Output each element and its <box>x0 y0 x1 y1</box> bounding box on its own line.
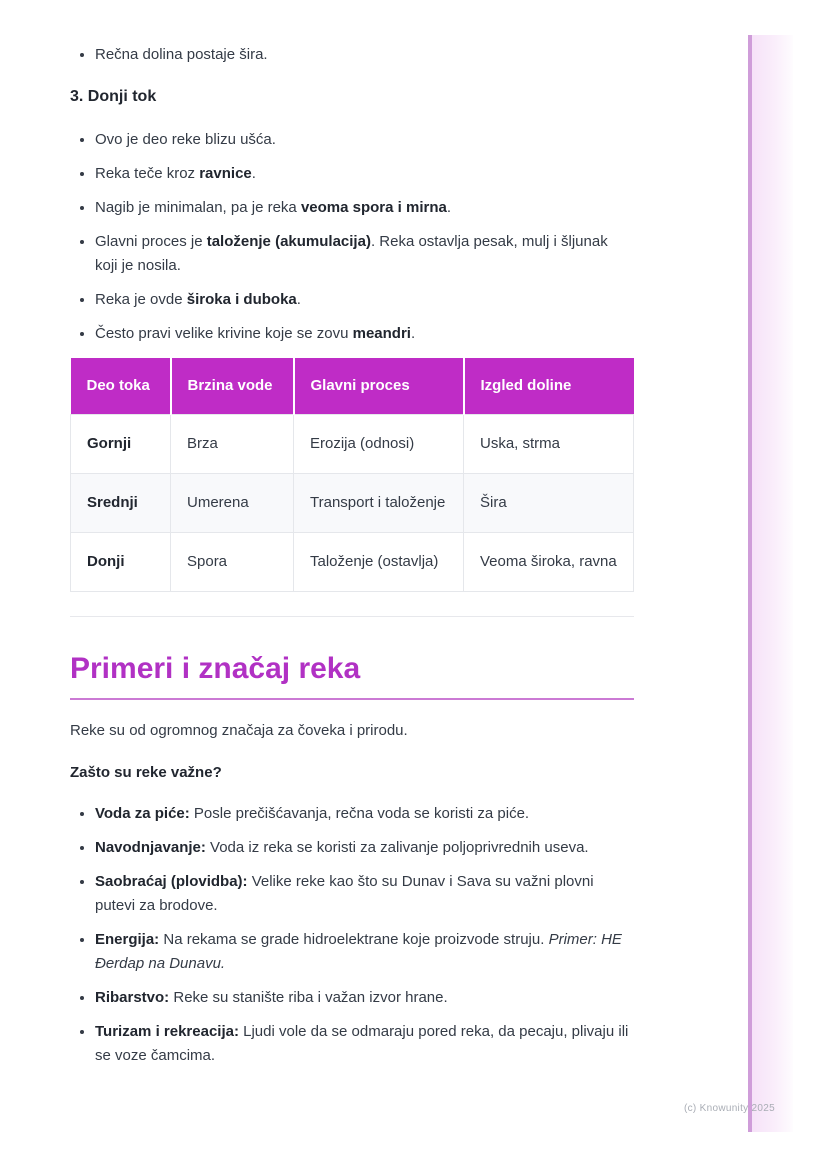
list-item: • Reka teče kroz ravnice. <box>95 162 634 186</box>
table-cell: Uska, strma <box>464 415 634 474</box>
table-cell: Umerena <box>171 474 294 533</box>
table-cell: Taloženje (ostavlja) <box>294 533 464 592</box>
table-header <box>71 358 634 415</box>
intro-paragraph: Reke su od ogromnog značaja za čoveka i prirodu. <box>70 722 408 739</box>
list-item-text: Rečna dolina postaje šira. <box>95 46 268 63</box>
table-cell: Gornji <box>71 415 171 474</box>
section-heading-donji-tok: 3. Donji tok <box>70 88 157 105</box>
table-header-cell: Glavni proces <box>294 358 464 415</box>
document-content <box>70 0 634 1078</box>
list-item: • Navodnjavanje: Voda iz reka se koristi za zalivanje poljoprivrednih useva. <box>95 836 634 860</box>
table-cell: Šira <box>464 474 634 533</box>
list-item: • Reka je ovde široka i duboka. <box>95 288 634 312</box>
table-header-row <box>71 358 634 415</box>
list-item: • Saobraćaj (plovidba): Velike reke kao što su Dunav i Sava su važni plovni putevi za brodove. <box>95 870 634 918</box>
bullet-list-srednji-tail <box>70 43 634 67</box>
section-divider <box>70 616 634 617</box>
bullet-list-znacaj-reka <box>70 802 634 1068</box>
list-item: • Nagib je minimalan, pa je reka veoma spora i mirna. <box>95 196 634 220</box>
table-header-cell: Brzina vode <box>171 358 294 415</box>
table-row <box>71 533 634 592</box>
list-item: • Ribarstvo: Reke su stanište riba i važan izvor hrane. <box>95 986 634 1010</box>
list-item: • Glavni proces je taloženje (akumulacija). Reka ostavlja pesak, mulj i šljunak koji je nosila. <box>95 230 634 278</box>
footer-copyright: (c) Knowunity 2025 <box>683 1103 775 1114</box>
page-title: Primeri i značaj reka <box>70 649 634 700</box>
list-item: • Energija: Na rekama se grade hidroelektrane koje proizvode struju. Primer: HE Đerdap na Dunavu. <box>95 928 634 976</box>
table-header-cell: Deo toka <box>71 358 171 415</box>
table-cell: Donji <box>71 533 171 592</box>
page-edge-accent-strip <box>748 35 793 1132</box>
river-course-table <box>70 358 634 592</box>
table-header-cell: Izgled doline <box>464 358 634 415</box>
list-item: • Turizam i rekreacija: Ljudi vole da se odmaraju pored reka, da pecaju, plivaju ili se voze čamcima. <box>95 1020 634 1068</box>
table-cell: Brza <box>171 415 294 474</box>
table-cell: Veoma široka, ravna <box>464 533 634 592</box>
table-cell: Spora <box>171 533 294 592</box>
table-cell: Erozija (odnosi) <box>294 415 464 474</box>
list-item <box>95 43 634 67</box>
bullet-list-donji-tok <box>70 128 634 346</box>
table-row <box>71 415 634 474</box>
table-cell: Transport i taloženje <box>294 474 464 533</box>
table-row <box>71 474 634 533</box>
question-heading: Zašto su reke važne? <box>70 764 222 781</box>
list-item: • Voda za piće: Posle prečišćavanja, rečna voda se koristi za piće. <box>95 802 634 826</box>
table-cell: Srednji <box>71 474 171 533</box>
list-item: • Ovo je deo reke blizu ušća. <box>95 128 634 152</box>
list-item: • Često pravi velike krivine koje se zovu meandri. <box>95 322 634 346</box>
